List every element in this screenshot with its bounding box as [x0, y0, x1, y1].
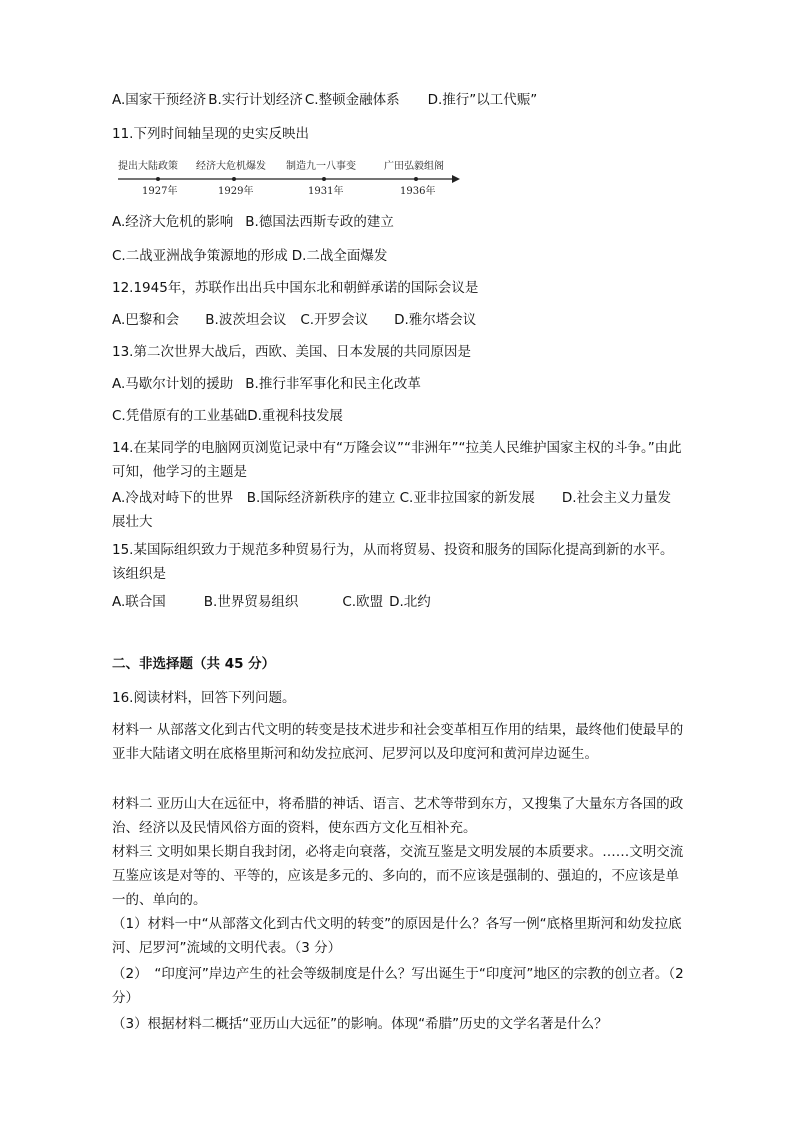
- q10-option-d: D.推行”以工代赈”: [427, 92, 538, 108]
- q11-option-a: A.经济大危机的影响: [112, 214, 234, 230]
- timeline-event-2: 经济大危机爆发: [196, 161, 266, 172]
- q15-option-c: C.欧盟: [342, 594, 384, 610]
- timeline-event-4: 广田弘毅组阁: [384, 161, 444, 172]
- q15-option-b: B.世界贸易组织: [203, 594, 299, 610]
- q11-option-c: C.二战亚洲战争策源地的形成: [112, 248, 288, 264]
- q11-options-line2: [112, 244, 387, 268]
- q13-option-d: D.重视科技发展: [247, 408, 343, 424]
- timeline-arrow-icon: [452, 175, 460, 183]
- q11-stem: 11.下列时间轴呈现的史实反映出: [112, 126, 309, 142]
- q15-option-a: A.联合国: [112, 594, 166, 610]
- q12-option-d: D.雅尔塔会议: [394, 312, 477, 328]
- section-heading: 二、非选择题（共 45 分）: [112, 656, 276, 672]
- q11-option-d: D.二战全面爆发: [291, 248, 388, 264]
- q16-material-3: 材料三 文明如果长期自我封闭，必将走向衰落，交流互鉴是文明发展的本质要求。……文明交流互鉴应该是对等的、平等的，应该是多元的、多向的，而不应该是强制的、强迫的，不应该是单一的、单向的。: [112, 844, 684, 908]
- q13-option-a: A.马歇尔计划的援助: [112, 376, 234, 392]
- q12-option-c: C.开罗会议: [300, 312, 369, 328]
- q16-stem: 16.阅读材料，回答下列问题。: [112, 690, 296, 706]
- q12-options: [112, 308, 476, 332]
- q11-options-line1: [112, 210, 394, 234]
- q12-option-b: B.波茨坦会议: [205, 312, 287, 328]
- q16-subquestion-1: （1）材料一中“从部落文化到古代文明的转变”的原因是什么？各写一例“底格里斯河和幼发拉底河、尼罗河”流域的文明代表。（3 分）: [112, 916, 682, 956]
- timeline-dot: [156, 177, 160, 181]
- q13-stem: 13.第二次世界大战后，西欧、美国、日本发展的共同原因是: [112, 344, 471, 360]
- q10-option-a: A.国家干预经济: [112, 92, 207, 108]
- q13-option-c: C.凭借原有的工业基础: [112, 408, 248, 424]
- q10-options: [112, 88, 537, 112]
- timeline-year-2: 1929年: [218, 186, 254, 197]
- timeline-year-4: 1936年: [400, 186, 436, 197]
- q13-options-line1: [112, 372, 421, 396]
- q14-options: A.冷战对峙下的世界 B.国际经济新秩序的建立 C.亚非拉国家的新发展 D.社会主义力量发展壮大: [112, 490, 672, 530]
- q12-option-a: A.巴黎和会: [112, 312, 180, 328]
- q12-stem: 12.1945年，苏联作出出兵中国东北和朝鲜承诺的国际会议是: [112, 280, 479, 296]
- q13-options-line2: [112, 404, 343, 428]
- q16-material-2: 材料二 亚历山大在远征中，将希腊的神话、语言、艺术等带到东方，又搜集了大量东方各国的政治、经济以及民情风俗方面的资料，使东西方文化互相补充。: [112, 796, 684, 836]
- q11-timeline: [112, 156, 464, 198]
- q10-option-b: B.实行计划经济: [208, 92, 303, 108]
- q15-option-d: D.北约: [389, 594, 431, 610]
- q11-option-b: B.德国法西斯专政的建立: [245, 214, 394, 230]
- timeline-event-3: 制造九一八事变: [286, 161, 356, 172]
- q15-options: [112, 590, 431, 614]
- timeline-year-1: 1927年: [142, 186, 178, 197]
- q14-stem: 14.在某同学的电脑网页浏览记录中有“万隆会议”“非洲年”“拉美人民维护国家主权的斗争。”由此可知，他学习的主题是: [112, 440, 682, 480]
- q16-subquestion-2: （2） “印度河”岸边产生的社会等级制度是什么？写出诞生于“印度河”地区的宗教的创立者。（2 分）: [112, 966, 684, 1006]
- q10-option-c: C.整顿金融体系: [304, 92, 400, 108]
- q16-subquestion-3: （3）根据材料二概括“亚历山大远征”的影响。体现“希腊”历史的文学名著是什么？: [112, 1016, 608, 1032]
- timeline-dot: [414, 177, 418, 181]
- timeline-dot: [322, 177, 326, 181]
- q15-stem: 15.某国际组织致力于规范多种贸易行为，从而将贸易、投资和服务的国际化提高到新的水平。该组织是: [112, 542, 674, 582]
- timeline-dot: [232, 177, 236, 181]
- timeline-year-3: 1931年: [308, 186, 344, 197]
- q13-option-b: B.推行非军事化和民主化改革: [245, 376, 421, 392]
- q16-material-1: 材料一 从部落文化到古代文明的转变是技术进步和社会变革相互作用的结果，最终他们使最早的亚非大陆诸文明在底格里斯河和幼发拉底河、尼罗河以及印度河和黄河岸边诞生。: [112, 722, 684, 762]
- timeline-event-1: 提出大陆政策: [118, 161, 178, 172]
